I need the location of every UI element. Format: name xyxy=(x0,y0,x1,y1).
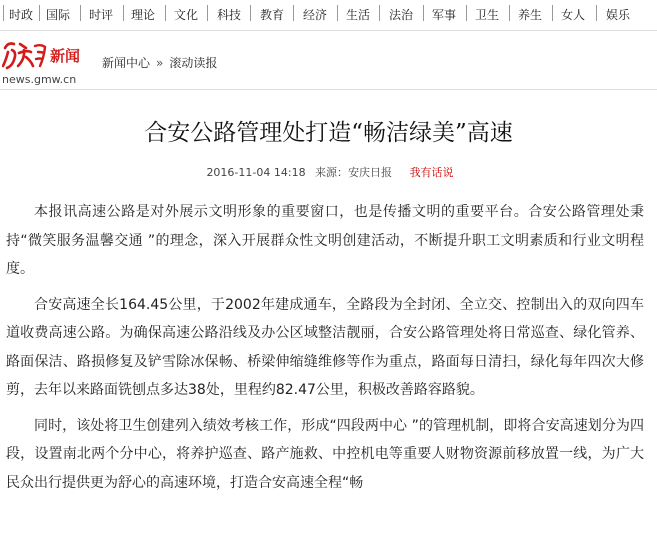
nav-divider xyxy=(509,5,510,21)
nav-divider xyxy=(207,5,208,21)
nav-item-education[interactable]: 教育 xyxy=(260,8,285,22)
article-paragraph: 本报讯高速公路是对外展示文明形象的重要窗口，也是传播文明的重要平台。合安公路管理处秉持“微笑服务温馨交通 ”的理念，深入开展群众性文明创建活动，不断提升职工文明素质和行业文明程度。 xyxy=(6,204,644,277)
nav-item-military[interactable]: 军事 xyxy=(432,8,457,22)
nav-item-theory[interactable]: 理论 xyxy=(131,8,156,22)
breadcrumb-rolling-news[interactable]: 滚动读报 xyxy=(169,56,218,70)
nav-divider xyxy=(123,5,124,21)
comment-link[interactable]: 我有话说 xyxy=(409,166,454,179)
site-url: news.gmw.cn xyxy=(2,73,77,86)
article-meta xyxy=(0,164,657,180)
nav-item-law[interactable]: 法治 xyxy=(389,8,414,22)
nav-item-health[interactable]: 卫生 xyxy=(475,8,500,22)
top-channel-nav xyxy=(0,0,657,31)
article-paragraph: 合安高速全长164.45公里，于2002年建成通车，全路段为全封闭、全立交、控制出入的双向四车道收费高速公路。为确保高速公路沿线及办公区域整洁靓丽，合安公路管理处将日常巡查、绿化管养、路面保洁、路损修复及铲雪除冰保畅、桥梁伸缩缝维修等作为重点，路面每日清扫，绿化每年四次大修剪，去年以来路面铣刨点多达38处，里程约82.47公里，积极改善路容路貌。 xyxy=(6,296,644,398)
article-body xyxy=(6,198,644,504)
nav-divider xyxy=(552,5,553,21)
nav-item-opinion[interactable]: 时评 xyxy=(89,8,114,22)
publish-datetime: 2016-11-04 14:18 xyxy=(206,166,306,179)
nav-divider xyxy=(80,5,81,21)
nav-divider xyxy=(379,5,380,21)
nav-item-wellness[interactable]: 养生 xyxy=(518,8,543,22)
nav-divider xyxy=(423,5,424,21)
nav-item-world[interactable]: 国际 xyxy=(46,8,71,22)
nav-item-life[interactable]: 生活 xyxy=(346,8,371,22)
header-divider xyxy=(0,89,657,90)
breadcrumb-news-center[interactable]: 新闻中心 xyxy=(102,56,151,70)
breadcrumb xyxy=(102,54,217,71)
nav-item-tech[interactable]: 科技 xyxy=(217,8,242,22)
nav-item-economy[interactable]: 经济 xyxy=(303,8,328,22)
breadcrumb-separator: » xyxy=(156,56,164,70)
nav-divider xyxy=(39,5,40,21)
nav-divider xyxy=(165,5,166,21)
news-channel-label[interactable]: 新闻 xyxy=(50,47,81,65)
nav-item-culture[interactable]: 文化 xyxy=(174,8,199,22)
source-link[interactable]: 安庆日报 xyxy=(348,166,393,179)
gmw-logo-icon[interactable] xyxy=(2,40,50,70)
nav-item-politics[interactable]: 时政 xyxy=(9,8,34,22)
article-paragraph: 同时，该处将卫生创建列入绩效考核工作，形成“四段两中心 ”的管理机制，即将合安高速划分为四段，设置南北两个分中心，将养护巡查、路产施救、中控机电等重要人财物资源前移放置一线，为广大民众出行提供更为舒心的高速环境，打造合安高速全程“畅 xyxy=(6,417,644,491)
nav-divider xyxy=(466,5,467,21)
article-title: 合安公路管理处打造“畅洁绿美”高速 xyxy=(144,120,513,146)
source-label: 来源： xyxy=(315,166,349,179)
nav-divider xyxy=(293,5,294,21)
nav-item-entertainment[interactable]: 娱乐 xyxy=(606,8,631,22)
nav-divider xyxy=(337,5,338,21)
nav-item-women[interactable]: 女人 xyxy=(561,8,586,22)
nav-divider xyxy=(596,5,597,21)
nav-divider xyxy=(3,5,4,21)
nav-divider xyxy=(250,5,251,21)
site-brand xyxy=(0,38,300,86)
